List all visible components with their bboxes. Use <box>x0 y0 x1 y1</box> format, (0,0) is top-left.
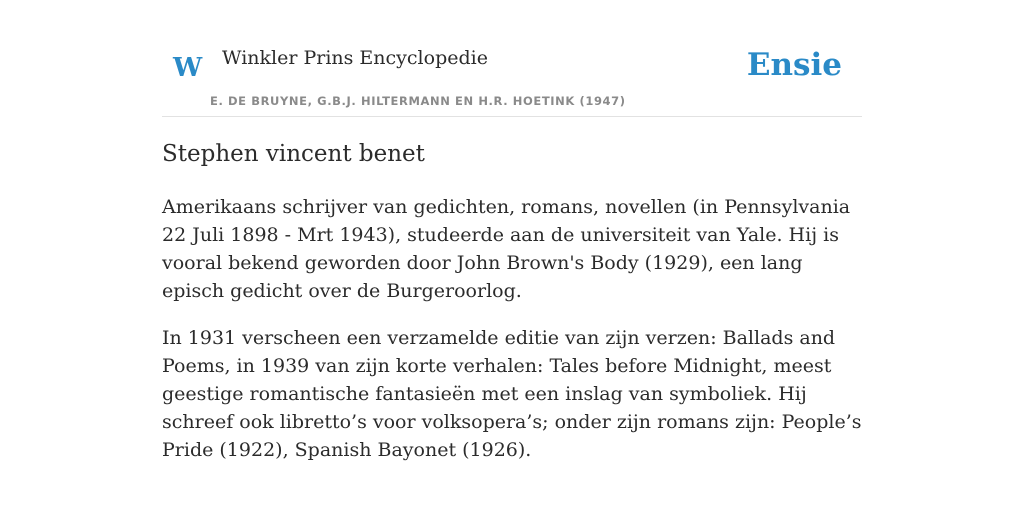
source-title[interactable]: Winkler Prins Encyclopedie <box>222 47 488 69</box>
source-header <box>162 38 862 117</box>
article-paragraph: In 1931 verscheen een verzamelde editie van zijn verzen: Ballads and Poems, in 1939 van zijn korte verhalen: Tales before Midnight, meest geestige romantische fantasieën met een inslag van symboliek. Hij schreef ook libretto’s voor volksopera’s; onder zijn romans zijn: People’s Pride (1922), Spanish Bayonet (1926). <box>162 327 862 461</box>
winkler-prins-logo-icon[interactable]: W <box>173 53 203 83</box>
article <box>162 138 862 464</box>
ensie-logo-link[interactable]: Ensie <box>746 47 842 83</box>
source-authors: E. DE BRUYNE, G.B.J. HILTERMANN EN H.R. HOETINK (1947) <box>210 94 626 108</box>
article-paragraph: Amerikaans schrijver van gedichten, romans, novellen (in Pennsylvania 22 Juli 1898 - Mrt 1943), studeerde aan de universiteit van Yale. Hij is vooral bekend geworden door John Brown's Body (1929), een lang episch gedicht over de Burgeroorlog. <box>162 196 851 302</box>
article-title: Stephen vincent benet <box>162 141 425 167</box>
